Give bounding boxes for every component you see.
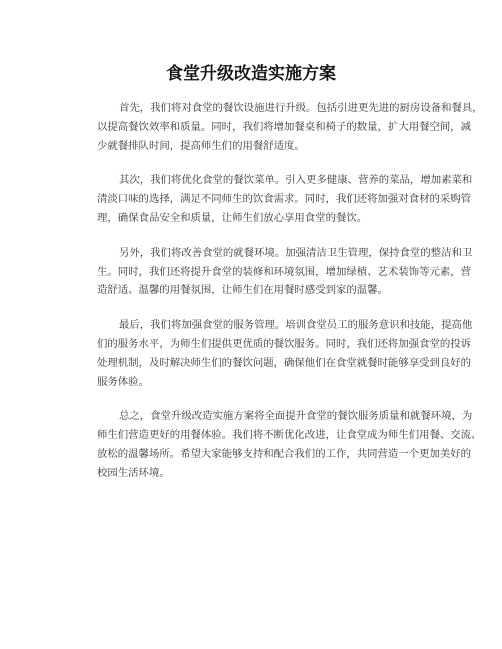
- paragraph-3: [97, 244, 473, 300]
- paragraph-line: 师生们营造更好的用餐体验。我们将不断优化改进，让食堂成为师生们用餐、交流、: [97, 429, 482, 442]
- paragraph-line: 放松的温馨场所。希望大家能够支持和配合我们的工作，共同营造一个更加美好的: [97, 447, 472, 460]
- paragraph-line: 处理机制，及时解决师生们的餐饮问题，确保他们在食堂就餐时能够享受到良好的: [97, 356, 472, 369]
- paragraph-line: 总之，食堂升级改造实施方案将全面提升食堂的餐饮服务质量和就餐环境，为: [119, 410, 473, 423]
- paragraph-line: 校园生活环境。: [97, 466, 170, 479]
- paragraph-line: 另外，我们将改善食堂的就餐环境。加强清洁卫生管理，保持食堂的整洁和卫: [119, 246, 473, 259]
- paragraph-line: 清淡口味的选择，满足不同师生的饮食需求。同时，我们还将加强对食材的采购管: [97, 193, 472, 206]
- paragraph-line: 理，确保食品安全和质量，让师生们放心享用食堂的餐饮。: [97, 211, 368, 224]
- paragraph-line: 生。同时，我们还将提升食堂的装修和环境氛围，增加绿植、艺术装饰等元素，营: [97, 265, 472, 278]
- paragraph-line: 其次，我们将优化食堂的餐饮菜单。引入更多健康、营养的菜品，增加素菜和: [119, 174, 473, 187]
- paragraph-line: 们的服务水平，为师生们提供更优质的餐饮服务。同时，我们还将加强食堂的投诉: [97, 337, 472, 350]
- paragraph-line: 服务体验。: [97, 375, 149, 388]
- paragraph-2: [97, 171, 473, 227]
- paragraph-line: 首先，我们将对食堂的餐饮设施进行升级。包括引进更先进的厨房设备和餐具，: [119, 102, 483, 114]
- paragraph-line: 以提高餐饮效率和质量。同时，我们将增加餐桌和椅子的数量，扩大用餐空间，减: [97, 120, 472, 133]
- paragraph-line: 最后，我们将加强食堂的服务管理。培训食堂员工的服务意识和技能，提高他: [119, 319, 473, 332]
- paragraph-line: 造舒适、温馨的用餐氛围，让师生们在用餐时感受到家的温馨。: [97, 284, 388, 297]
- document-title: 食堂升级改造实施方案: [166, 64, 336, 84]
- paragraph-5: [97, 407, 482, 482]
- paragraph-line: 少就餐排队时间，提高师生们的用餐舒适度。: [97, 139, 305, 152]
- paragraph-1: [97, 99, 483, 155]
- paragraph-4: [97, 316, 473, 391]
- document-body: [97, 99, 483, 499]
